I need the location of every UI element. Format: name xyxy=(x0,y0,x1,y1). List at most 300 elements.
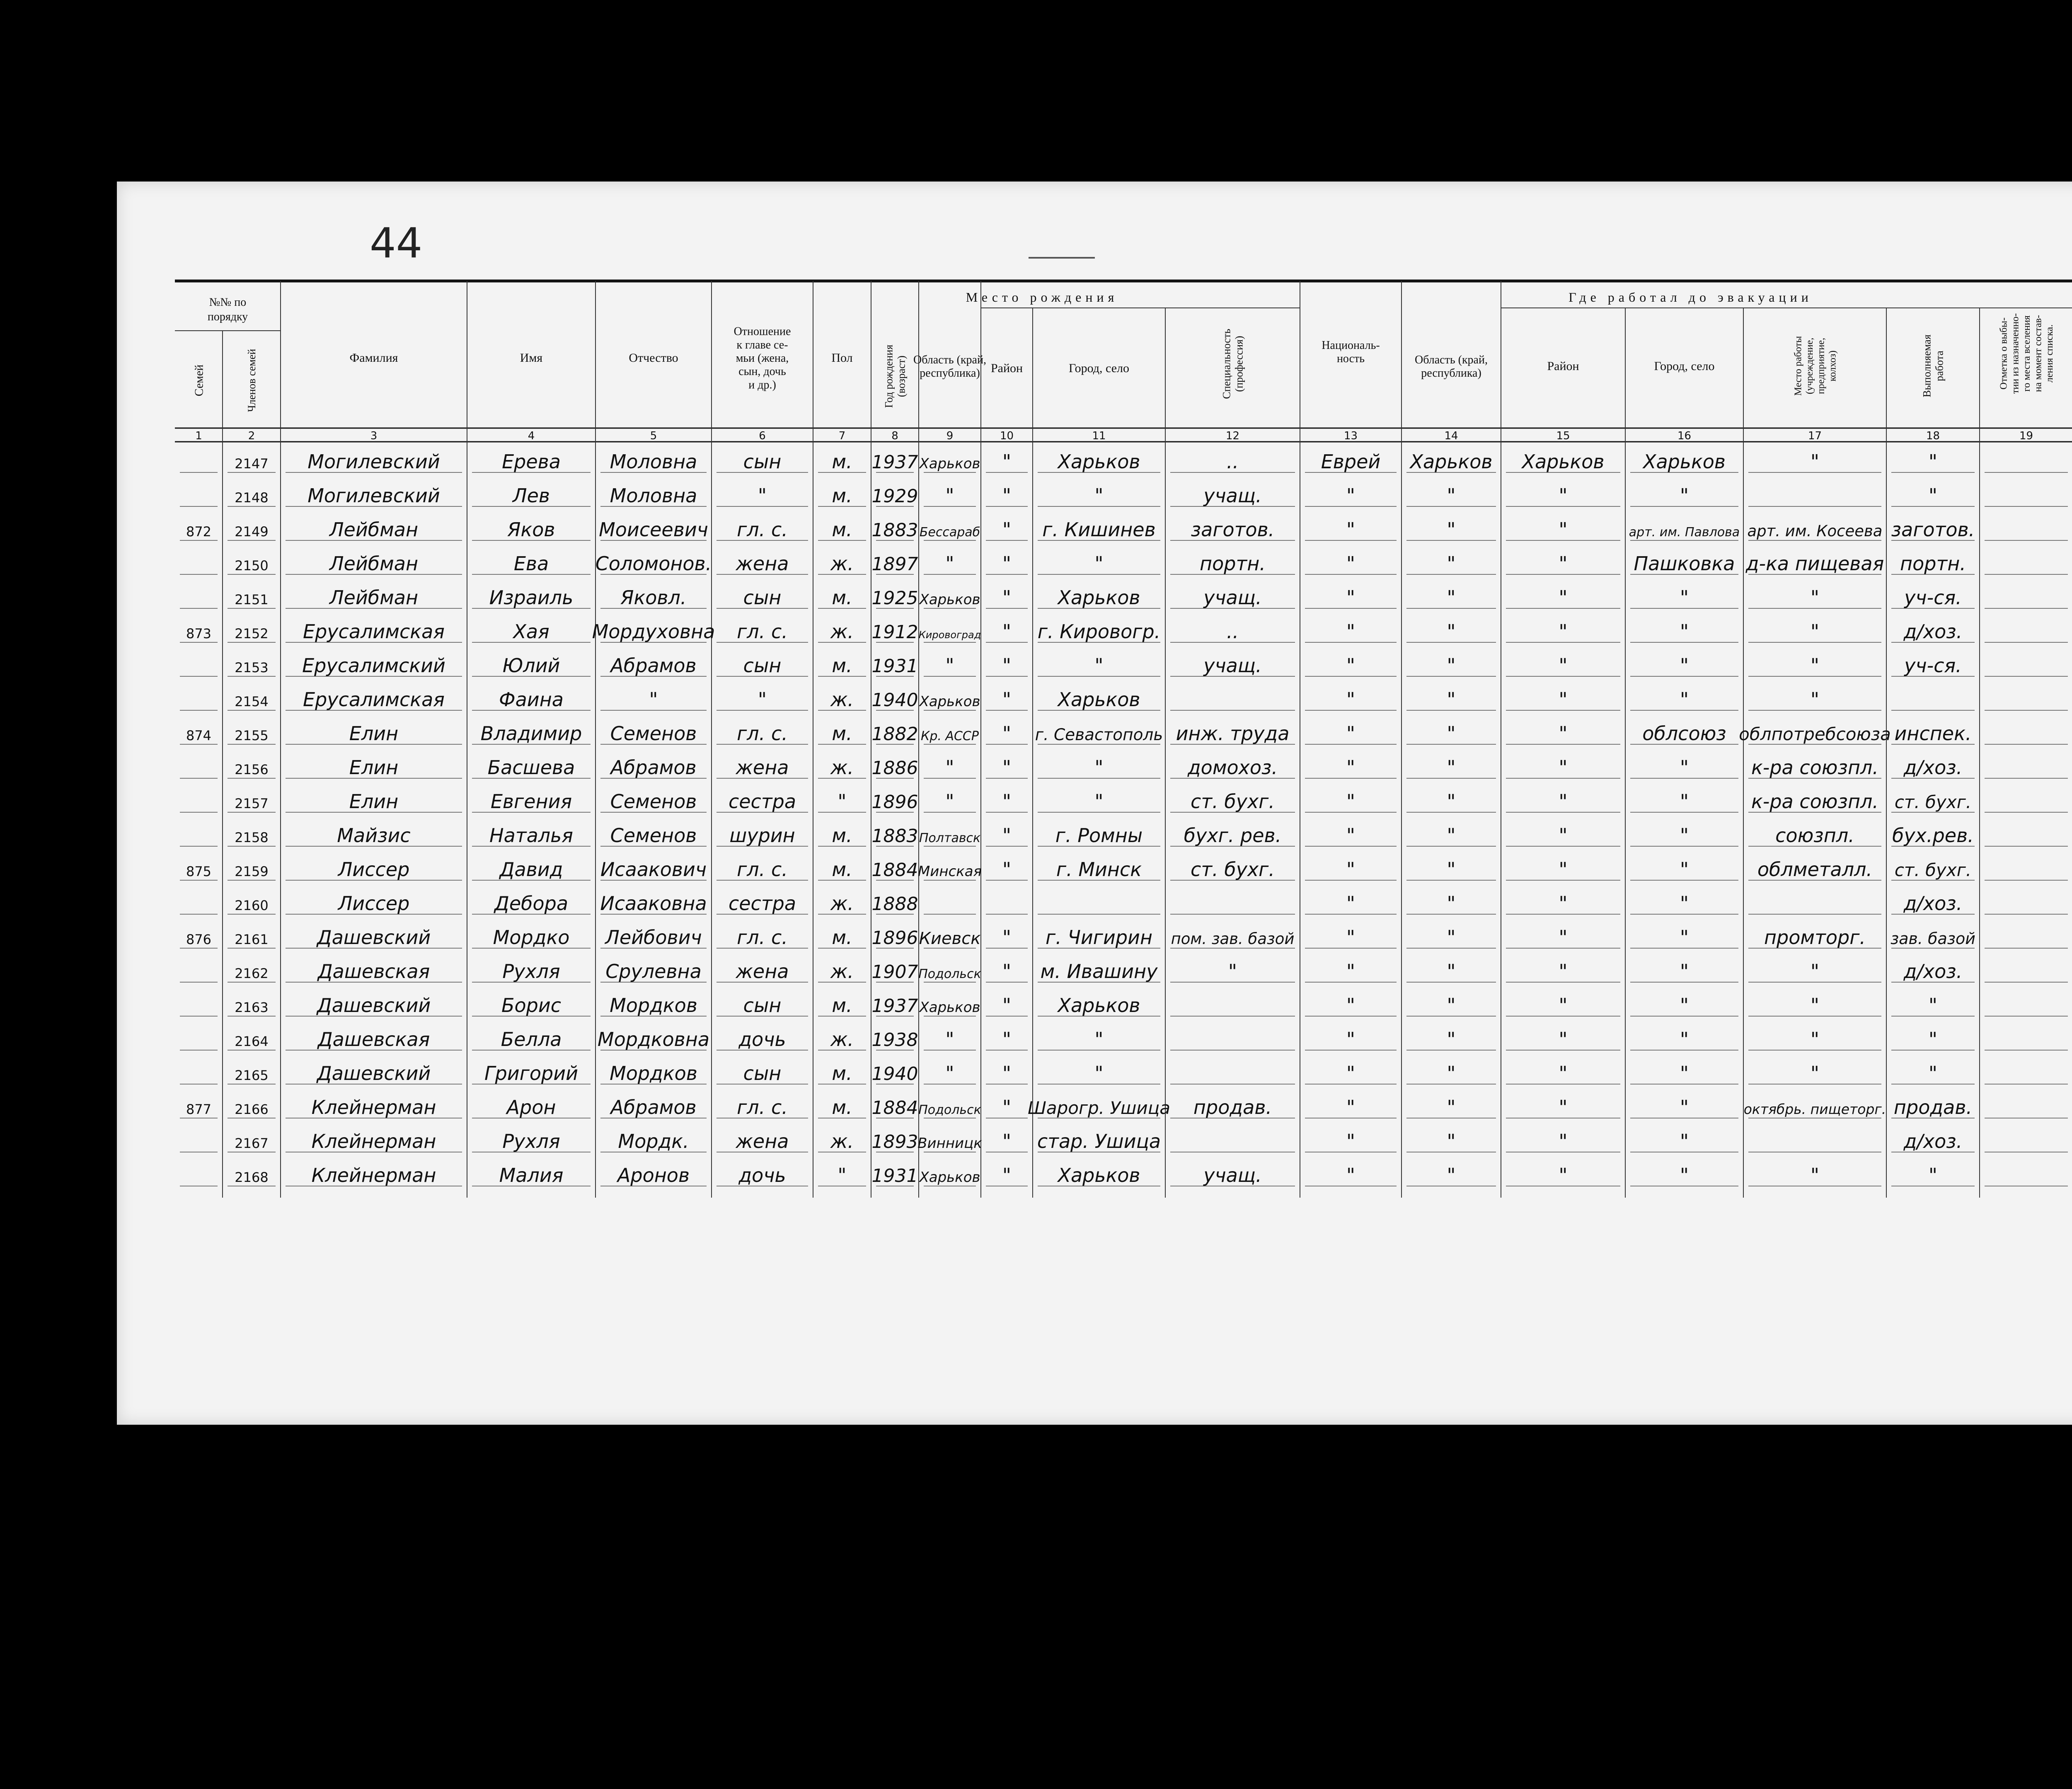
cell-spec: .. xyxy=(1226,620,1239,643)
cell-n: 2165 xyxy=(235,1068,269,1083)
cell-sex: м. xyxy=(832,586,852,609)
cell-reg: Харьков xyxy=(919,1169,980,1186)
cell-job: ст. бухг. xyxy=(1894,792,1972,812)
page-number: 44 xyxy=(370,219,423,267)
cell-nat: " xyxy=(1346,824,1356,847)
cell-name: Григорий xyxy=(484,1062,579,1085)
cell-nat: " xyxy=(1346,756,1356,779)
cell-name: Мордко xyxy=(493,926,570,949)
cell-wreg: " xyxy=(1447,756,1456,779)
cell-wplace: " xyxy=(1810,620,1820,643)
cell-n: 2161 xyxy=(235,932,269,947)
cell-wdist: " xyxy=(1559,654,1568,677)
cell-n: 2147 xyxy=(235,456,269,472)
cell-nat: " xyxy=(1346,994,1356,1017)
cell-job: д/хоз. xyxy=(1903,1130,1963,1152)
cell-year: 1940 xyxy=(871,690,918,711)
cell-surname: Клейнерман xyxy=(311,1164,436,1186)
header-c7: Пол xyxy=(831,351,853,365)
cell-job: зав. базой xyxy=(1890,930,1975,948)
cell-wreg: " xyxy=(1447,1164,1456,1186)
header-c17-line: (учреждение, xyxy=(1804,337,1815,395)
header-c4: Имя xyxy=(520,351,543,365)
cell-reg: Харьков xyxy=(919,999,980,1016)
cell-name: Белла xyxy=(501,1028,562,1051)
header-c19-line: тии из назначенно- xyxy=(2010,313,2021,394)
cell-wdist: " xyxy=(1559,1164,1568,1186)
cell-fam: 876 xyxy=(186,932,212,947)
cell-wdist: " xyxy=(1559,484,1568,507)
header-c14: Область (край, xyxy=(1415,353,1488,366)
cell-dist: " xyxy=(1002,484,1012,507)
cell-sex: м. xyxy=(832,858,852,881)
cell-wcity: " xyxy=(1680,994,1689,1017)
cell-spec: ст. бухг. xyxy=(1191,858,1275,881)
cell-year: 1912 xyxy=(871,622,918,643)
cell-wdist: " xyxy=(1559,688,1568,711)
cell-dist: " xyxy=(1002,858,1012,881)
cell-wplace: " xyxy=(1810,994,1820,1017)
cell-wplace: " xyxy=(1810,1062,1820,1085)
cell-name: Дебора xyxy=(494,892,569,915)
cell-wreg: " xyxy=(1447,1096,1456,1118)
header-c1 xyxy=(193,365,206,397)
cell-dist: " xyxy=(1002,1164,1012,1186)
cell-nat: " xyxy=(1346,858,1356,881)
cell-job: " xyxy=(1928,1164,1938,1186)
cell-wplace: д-ка пищевая xyxy=(1745,552,1884,575)
header-c19 xyxy=(1999,313,2055,394)
cell-name: Рухля xyxy=(502,960,560,983)
cell-job: уч-ся. xyxy=(1904,586,1962,609)
cell-sex: м. xyxy=(832,450,852,473)
header-c13: ность xyxy=(1336,352,1365,366)
cell-name: Борис xyxy=(501,994,562,1017)
header-c2-line: Членов семей xyxy=(246,349,258,412)
header-c18-line: Выполняемая xyxy=(1921,334,1933,397)
cell-rel: сын xyxy=(743,586,782,609)
column-number: 14 xyxy=(1444,430,1458,442)
cell-sex: ж. xyxy=(830,620,854,643)
cell-rel: гл. с. xyxy=(737,620,788,643)
cell-n: 2157 xyxy=(235,796,269,811)
cell-wcity: Харьков xyxy=(1643,450,1726,473)
cell-dist: " xyxy=(1002,994,1012,1017)
cell-dist: " xyxy=(1002,654,1012,677)
cell-patr: Семенов xyxy=(610,722,697,745)
cell-patr: Мордков xyxy=(610,994,697,1017)
header-c14: республика) xyxy=(1421,367,1481,380)
cell-city: " xyxy=(1094,790,1104,813)
register-table xyxy=(117,182,2072,1425)
header-c16: Город, село xyxy=(1654,359,1715,373)
cell-year: 1883 xyxy=(871,826,918,847)
cell-dist: " xyxy=(1002,960,1012,983)
cell-job: " xyxy=(1928,1062,1938,1085)
cell-wcity: " xyxy=(1680,1096,1689,1118)
cell-n: 2167 xyxy=(235,1135,269,1151)
cell-wreg: " xyxy=(1447,1028,1456,1051)
cell-n: 2162 xyxy=(235,966,269,981)
cell-sex: м. xyxy=(832,824,852,847)
cell-surname: Клейнерман xyxy=(311,1130,436,1152)
cell-year: 1896 xyxy=(871,927,918,949)
cell-name: Рухля xyxy=(502,1130,560,1152)
cell-rel: гл. с. xyxy=(737,518,788,541)
cell-sex: ж. xyxy=(830,756,854,779)
cell-wreg: " xyxy=(1447,688,1456,711)
cell-year: 1907 xyxy=(871,961,918,983)
cell-surname: Елин xyxy=(349,722,399,745)
cell-rel: сын xyxy=(743,994,782,1017)
cell-job: портн. xyxy=(1900,552,1966,575)
cell-patr: Аронов xyxy=(617,1164,690,1186)
cell-reg: " xyxy=(945,1028,954,1051)
cell-spec: учащ. xyxy=(1203,484,1262,507)
cell-n: 2151 xyxy=(235,592,269,608)
cell-patr: Моловна xyxy=(610,450,697,473)
cell-wreg: " xyxy=(1447,1062,1456,1085)
cell-wreg: " xyxy=(1447,858,1456,881)
cell-dist: " xyxy=(1002,1028,1012,1051)
cell-city: г. Минск xyxy=(1056,858,1142,881)
cell-wplace: " xyxy=(1810,1164,1820,1186)
cell-wdist: " xyxy=(1559,620,1568,643)
cell-reg: Винницк xyxy=(917,1135,982,1152)
cell-sex: м. xyxy=(832,518,852,541)
cell-wcity: " xyxy=(1680,1164,1689,1186)
header-c9: республика) xyxy=(920,367,980,380)
cell-wcity: " xyxy=(1680,824,1689,847)
column-number: 19 xyxy=(2019,430,2033,442)
cell-n: 2163 xyxy=(235,1000,269,1015)
column-number: 7 xyxy=(838,430,846,442)
cell-wdist: " xyxy=(1559,756,1568,779)
cell-surname: Ерусалимская xyxy=(303,688,445,711)
header-order-line2: порядку xyxy=(207,310,248,323)
cell-wreg: " xyxy=(1447,552,1456,575)
column-number: 12 xyxy=(1225,430,1240,442)
cell-year: 1929 xyxy=(871,486,918,507)
cell-job: д/хоз. xyxy=(1903,892,1963,915)
cell-wdist: " xyxy=(1559,892,1568,915)
cell-sex: ж. xyxy=(830,552,854,575)
cell-wplace: к-ра союзпл. xyxy=(1751,790,1879,813)
cell-job: д/хоз. xyxy=(1903,756,1963,779)
cell-nat: " xyxy=(1346,518,1356,541)
cell-city: г. Севастополь xyxy=(1035,726,1163,744)
column-number: 5 xyxy=(650,430,657,442)
cell-nat: " xyxy=(1346,960,1356,983)
cell-dist: " xyxy=(1002,926,1012,949)
cell-wdist: " xyxy=(1559,1028,1568,1051)
cell-patr: Моисеевич xyxy=(599,518,708,541)
cell-nat: " xyxy=(1346,688,1356,711)
cell-wreg: " xyxy=(1447,926,1456,949)
cell-name: Евгения xyxy=(490,790,572,813)
cell-wreg: " xyxy=(1447,1130,1456,1152)
cell-patr: Мордков xyxy=(610,1062,697,1085)
cell-surname: Ерусалимская xyxy=(303,620,445,643)
cell-wplace: союзпл. xyxy=(1775,824,1854,847)
cell-rel: дочь xyxy=(738,1028,786,1051)
cell-year: 1897 xyxy=(871,554,918,575)
cell-year: 1883 xyxy=(871,520,918,541)
header-c3: Фамилия xyxy=(349,351,398,365)
cell-reg: Кр. АССР xyxy=(921,729,979,743)
cell-sex: м. xyxy=(832,722,852,745)
cell-reg: " xyxy=(945,552,954,575)
cell-sex: м. xyxy=(832,1096,852,1118)
cell-nat: " xyxy=(1346,1130,1356,1152)
cell-city: г. Кишинев xyxy=(1042,518,1156,541)
cell-nat: " xyxy=(1346,654,1356,677)
cell-patr: Мордуховна xyxy=(592,620,715,643)
header-c11: Город, село xyxy=(1068,361,1130,375)
header-c18-line: работа xyxy=(1933,351,1946,381)
cell-dist: " xyxy=(1002,756,1012,779)
column-number: 11 xyxy=(1092,430,1106,442)
cell-rel: " xyxy=(758,688,767,711)
header-c6: Отношение xyxy=(733,325,791,338)
column-number: 18 xyxy=(1926,430,1940,442)
cell-spec: учащ. xyxy=(1203,654,1262,677)
column-number: 17 xyxy=(1808,430,1822,442)
cell-name: Лев xyxy=(512,484,550,507)
cell-wcity: " xyxy=(1680,484,1689,507)
cell-dist: " xyxy=(1002,1130,1012,1152)
cell-reg: Киевск xyxy=(919,929,981,948)
cell-reg: Харьков xyxy=(919,693,980,710)
cell-sex: ж. xyxy=(830,960,854,983)
cell-fam: 874 xyxy=(186,728,212,743)
cell-n: 2158 xyxy=(235,830,269,845)
cell-wreg: " xyxy=(1447,586,1456,609)
cell-city: " xyxy=(1094,1028,1104,1051)
cell-rel: сестра xyxy=(728,790,796,813)
header-birth-group: Место рождения xyxy=(966,290,1118,305)
cell-name: Израиль xyxy=(489,586,574,609)
cell-sex: м. xyxy=(832,484,852,507)
cell-nat: " xyxy=(1346,484,1356,507)
cell-city: " xyxy=(1094,1062,1104,1085)
cell-reg: Минская xyxy=(917,863,982,880)
column-number: 8 xyxy=(891,430,898,442)
cell-year: 1886 xyxy=(871,758,918,779)
cell-wreg: Харьков xyxy=(1410,450,1493,473)
cell-n: 2150 xyxy=(235,558,269,574)
cell-wplace: " xyxy=(1810,1028,1820,1051)
cell-wreg: " xyxy=(1447,620,1456,643)
header-c1-line: Семей xyxy=(193,364,206,397)
header-c8-line: Год рождения xyxy=(883,344,895,408)
cell-wplace: облпотребсоюза xyxy=(1739,724,1891,744)
cell-wreg: " xyxy=(1447,824,1456,847)
cell-sex: ж. xyxy=(830,1130,854,1152)
cell-rel: гл. с. xyxy=(737,926,788,949)
cell-job: " xyxy=(1928,1028,1938,1051)
cell-wplace: " xyxy=(1810,586,1820,609)
cell-city: г. Ромны xyxy=(1055,824,1143,847)
cell-n: 2148 xyxy=(235,490,269,506)
cell-wdist: Харьков xyxy=(1522,450,1605,473)
cell-surname: Лиссер xyxy=(338,858,410,881)
cell-wcity: " xyxy=(1680,960,1689,983)
cell-name: Ерева xyxy=(502,450,561,473)
cell-wreg: " xyxy=(1447,654,1456,677)
cell-wcity: " xyxy=(1680,1028,1689,1051)
cell-job: бух.рев. xyxy=(1892,824,1974,847)
cell-surname: Дашевская xyxy=(317,1028,430,1051)
cell-surname: Лейбман xyxy=(329,586,419,609)
cell-surname: Могилевский xyxy=(307,450,440,473)
cell-name: Наталья xyxy=(489,824,573,847)
cell-name: Давид xyxy=(499,858,563,881)
cell-reg: " xyxy=(945,1062,954,1085)
header-work-group: Где работал до эвакуации xyxy=(1569,290,1813,305)
cell-name: Яков xyxy=(507,518,555,541)
cell-spec: учащ. xyxy=(1203,586,1262,609)
cell-year: 1937 xyxy=(871,452,918,473)
cell-rel: гл. с. xyxy=(737,722,788,745)
cell-surname: Клейнерман xyxy=(311,1096,436,1118)
cell-patr: Моловна xyxy=(610,484,697,507)
cell-year: 1937 xyxy=(871,995,918,1017)
cell-reg: " xyxy=(945,484,954,507)
cell-rel: " xyxy=(758,484,767,507)
cell-surname: Елин xyxy=(349,790,399,813)
cell-nat: Еврей xyxy=(1321,450,1381,473)
cell-reg: Кировоград xyxy=(918,629,981,641)
cell-wdist: " xyxy=(1559,858,1568,881)
header-c19-line: на момент состав- xyxy=(2033,315,2044,392)
column-number: 2 xyxy=(248,430,255,442)
cell-city: г. Кировогр. xyxy=(1037,620,1161,643)
cell-job: " xyxy=(1928,450,1938,473)
cell-nat: " xyxy=(1346,892,1356,915)
cell-wplace: октябрь. пищеторг. xyxy=(1743,1101,1886,1117)
cell-spec: заготов. xyxy=(1191,518,1275,541)
cell-patr: Семенов xyxy=(610,790,697,813)
cell-n: 2156 xyxy=(235,762,269,777)
cell-wdist: " xyxy=(1559,1130,1568,1152)
cell-rel: жена xyxy=(736,960,789,983)
cell-fam: 872 xyxy=(186,524,212,540)
header-c17 xyxy=(1793,336,1838,396)
cell-city: Харьков xyxy=(1058,586,1140,609)
cell-name: Фаина xyxy=(499,688,564,711)
cell-rel: сын xyxy=(743,654,782,677)
column-number: 4 xyxy=(528,430,535,442)
cell-surname: Елин xyxy=(349,756,399,779)
column-number: 9 xyxy=(946,430,954,442)
cell-rel: шурин xyxy=(729,824,795,847)
cell-wreg: " xyxy=(1447,960,1456,983)
cell-rel: гл. с. xyxy=(737,1096,788,1118)
cell-wcity: Пашковка xyxy=(1634,552,1735,575)
cell-wreg: " xyxy=(1447,518,1456,541)
cell-n: 2159 xyxy=(235,864,269,879)
cell-dist: " xyxy=(1002,450,1012,473)
cell-rel: гл. с. xyxy=(737,858,788,881)
cell-sex: м. xyxy=(832,926,852,949)
cell-surname: Дашевский xyxy=(317,994,431,1017)
cell-name: Юлий xyxy=(502,654,560,677)
cell-year: 1884 xyxy=(871,859,918,881)
cell-rel: жена xyxy=(736,756,789,779)
column-number: 15 xyxy=(1556,430,1570,442)
header-c19-line: ления списка. xyxy=(2044,324,2055,383)
header-c12 xyxy=(1221,329,1245,399)
cell-reg: Харьков xyxy=(919,455,980,472)
cell-surname: Лейбман xyxy=(329,552,419,575)
cell-n: 2153 xyxy=(235,660,269,675)
cell-n: 2152 xyxy=(235,626,269,642)
cell-surname: Могилевский xyxy=(307,484,440,507)
cell-patr: Соломонов. xyxy=(595,552,712,575)
cell-patr: " xyxy=(649,688,658,711)
cell-nat: " xyxy=(1346,552,1356,575)
cell-nat: " xyxy=(1346,790,1356,813)
cell-nat: " xyxy=(1346,1164,1356,1186)
column-number: 1 xyxy=(195,430,202,442)
cell-year: 1940 xyxy=(871,1063,918,1085)
cell-surname: Майзис xyxy=(337,824,411,847)
cell-spec: бухг. рев. xyxy=(1184,824,1282,847)
cell-spec: продав. xyxy=(1193,1096,1272,1118)
cell-surname: Дашевская xyxy=(317,960,430,983)
cell-dist: " xyxy=(1002,722,1012,745)
cell-wplace: промторг. xyxy=(1764,926,1866,949)
cell-nat: " xyxy=(1346,722,1356,745)
cell-dist: " xyxy=(1002,586,1012,609)
cell-city: Шарогр. Ушица xyxy=(1027,1098,1171,1118)
cell-wcity: " xyxy=(1680,892,1689,915)
cell-name: Басшева xyxy=(487,756,575,779)
cell-job: " xyxy=(1928,484,1938,507)
cell-patr: Абрамов xyxy=(610,756,697,779)
cell-spec: .. xyxy=(1226,450,1239,473)
cell-surname: Ерусалимский xyxy=(302,654,445,677)
cell-patr: Срулевна xyxy=(605,960,702,983)
cell-wdist: " xyxy=(1559,926,1568,949)
cell-wdist: " xyxy=(1559,552,1568,575)
cell-wdist: " xyxy=(1559,586,1568,609)
cell-name: Хая xyxy=(513,620,549,643)
cell-job: уч-ся. xyxy=(1904,654,1962,677)
cell-name: Малия xyxy=(499,1164,564,1186)
cell-wplace: к-ра союзпл. xyxy=(1751,756,1879,779)
cell-rel: сестра xyxy=(728,892,796,915)
cell-n: 2166 xyxy=(235,1101,269,1117)
cell-name: Владимир xyxy=(480,722,582,745)
cell-job: д/хоз. xyxy=(1903,960,1963,983)
cell-wdist: " xyxy=(1559,1062,1568,1085)
document-sheet xyxy=(117,182,2072,1425)
cell-wreg: " xyxy=(1447,484,1456,507)
column-number: 16 xyxy=(1677,430,1692,442)
cell-wcity: " xyxy=(1680,620,1689,643)
cell-wplace: облметалл. xyxy=(1757,858,1873,881)
header-c19-line: Отметка о выбы- xyxy=(1998,317,2009,390)
cell-patr: Исааковна xyxy=(600,892,707,915)
cell-city: " xyxy=(1094,552,1104,575)
cell-dist: " xyxy=(1002,1062,1012,1085)
cell-city: " xyxy=(1094,756,1104,779)
cell-sex: " xyxy=(838,790,847,813)
header-c9: Область (край, xyxy=(913,353,986,366)
cell-name: Арон xyxy=(506,1096,556,1118)
